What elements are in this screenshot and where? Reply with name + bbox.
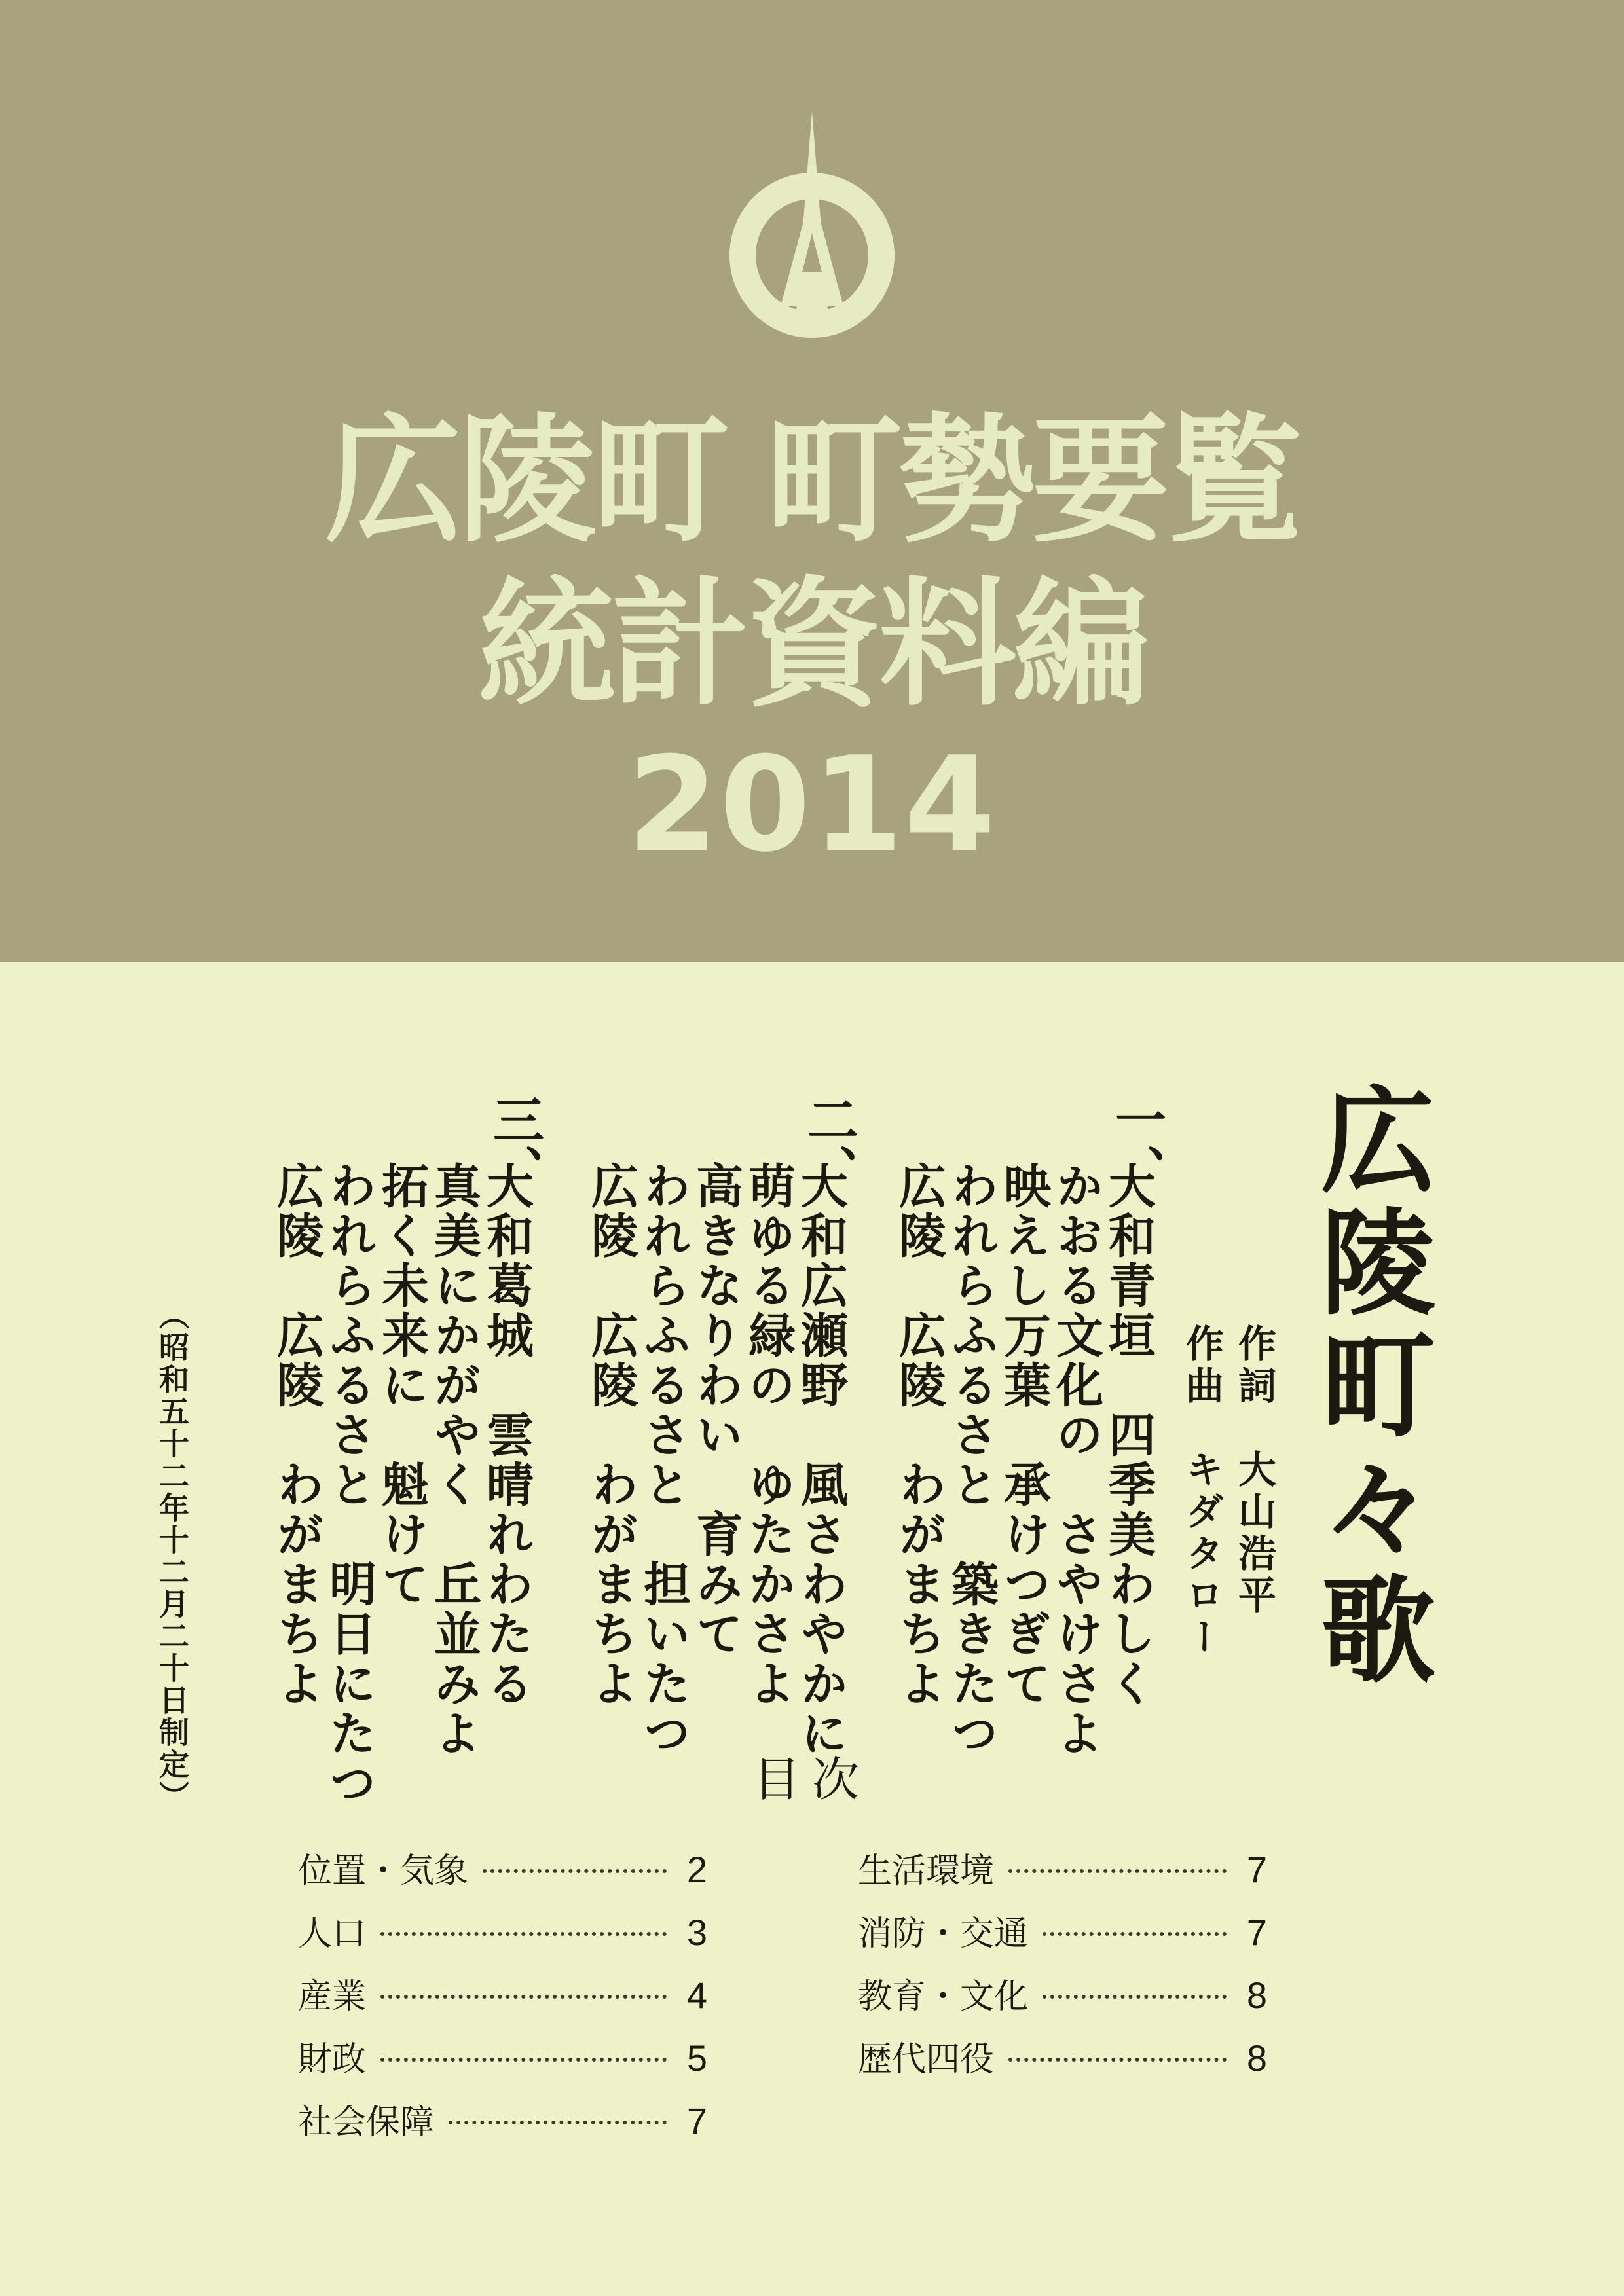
toc-right-column xyxy=(858,1843,1267,2094)
verse-1-line: 大和青垣 四季美わしく xyxy=(1101,1161,1156,1709)
toc-leader-dots xyxy=(380,2058,667,2062)
title-overview: 町勢要覧 xyxy=(765,401,1300,561)
toc-entry[interactable] xyxy=(298,1843,707,1906)
toc-heading: 目次 xyxy=(752,1754,871,1806)
toc-entry-label: 消防・交通 xyxy=(858,1915,1029,1953)
title-year: 2014 xyxy=(627,729,997,881)
verse-1-line: われらふるさと 築きたつ xyxy=(944,1161,999,1758)
verse-3-line: われらふるさと 明日にたつ xyxy=(322,1161,377,1808)
title-line-2: 統計資料編 xyxy=(477,564,1146,725)
verse-1-line: 映えし万葉 承けつぎて xyxy=(996,1161,1052,1709)
verse-1-number: 一、 xyxy=(1107,1093,1166,1195)
toc-leader-dots xyxy=(380,1932,667,1936)
toc-entry-label: 教育・文化 xyxy=(858,1978,1029,2016)
toc-leader-dots xyxy=(1043,1932,1227,1936)
toc-leader-dots xyxy=(1008,2058,1227,2062)
toc-leader-dots xyxy=(1008,1869,1227,1873)
toc-entry-label: 産業 xyxy=(298,1978,367,2016)
toc-entry-page: 3 xyxy=(686,1912,707,1953)
toc-entry[interactable] xyxy=(298,2032,707,2094)
title-line-1 xyxy=(0,399,1624,563)
verse-2-line: 広陵 広陵 わがまちよ xyxy=(583,1161,639,1709)
toc-entry-page: 7 xyxy=(686,2100,707,2141)
toc-entry[interactable] xyxy=(858,1906,1267,1969)
verse-3-line: 真美にかがやく 丘並みよ xyxy=(426,1161,482,1758)
toc-entry-page: 8 xyxy=(1246,2037,1267,2079)
toc-leader-dots xyxy=(449,2121,667,2124)
toc-entry-page: 5 xyxy=(686,2037,707,2079)
song-title: 広陵町々歌 xyxy=(1302,1080,1436,1692)
song-lyricist: 作詞 大山浩平 xyxy=(1232,1324,1276,1617)
toc-entry-label: 人口 xyxy=(298,1915,367,1953)
toc-entry-page: 8 xyxy=(1246,1975,1267,2016)
toc-entry-page: 7 xyxy=(1246,1912,1267,1953)
toc-leader-dots xyxy=(1043,1995,1227,1999)
toc-entry-label: 社会保障 xyxy=(298,2104,435,2141)
toc-left-column xyxy=(298,1843,707,2157)
verse-3-line: 広陵 広陵 わがまちよ xyxy=(269,1161,325,1709)
toc-entry-label: 財政 xyxy=(298,2041,367,2079)
verse-3-line: 大和葛城 雲晴れわたる xyxy=(479,1161,534,1709)
toc-entry[interactable] xyxy=(858,1969,1267,2032)
toc-leader-dots xyxy=(380,1995,667,1999)
toc-entry-label: 歴代四役 xyxy=(858,2041,995,2079)
toc-entry[interactable] xyxy=(298,1906,707,1969)
verse-1-line: 広陵 広陵 わがまちよ xyxy=(891,1161,947,1709)
song-composer: 作曲 キダタロー xyxy=(1179,1324,1224,1659)
toc-leader-dots xyxy=(483,1869,667,1873)
toc-entry-page: 4 xyxy=(686,1975,707,2016)
toc-entry[interactable] xyxy=(858,1843,1267,1906)
verse-1-line: かおる文化の さやけさよ xyxy=(1048,1161,1104,1758)
verse-2-line: 大和広瀬野 風さわやかに xyxy=(793,1161,849,1758)
toc-entry[interactable] xyxy=(858,2032,1267,2094)
verse-2-line: われらふるさと 担いたつ xyxy=(636,1161,692,1758)
verse-2-line: 萌ゆる緑の ゆたかさよ xyxy=(741,1161,796,1709)
town-emblem-icon xyxy=(724,110,900,346)
verse-2-number: 二、 xyxy=(799,1093,858,1195)
toc-entry-page: 2 xyxy=(686,1849,707,1890)
toc-entry-page: 7 xyxy=(1246,1849,1267,1890)
toc-entry[interactable] xyxy=(298,2094,707,2157)
toc-entry[interactable] xyxy=(298,1969,707,2032)
title-town-name: 広陵町 xyxy=(324,401,726,561)
verse-3-line: 拓く未来に 魁けて xyxy=(374,1161,430,1609)
verse-2-line: 高きなりわい 育みて xyxy=(688,1161,744,1659)
toc-entry-label: 位置・気象 xyxy=(298,1852,469,1890)
enactment-date: （昭和五十二年十二月二十日制定） xyxy=(155,1300,190,1813)
verse-3-number: 三、 xyxy=(485,1093,544,1195)
toc-entry-label: 生活環境 xyxy=(858,1852,995,1890)
title-band xyxy=(0,0,1624,962)
